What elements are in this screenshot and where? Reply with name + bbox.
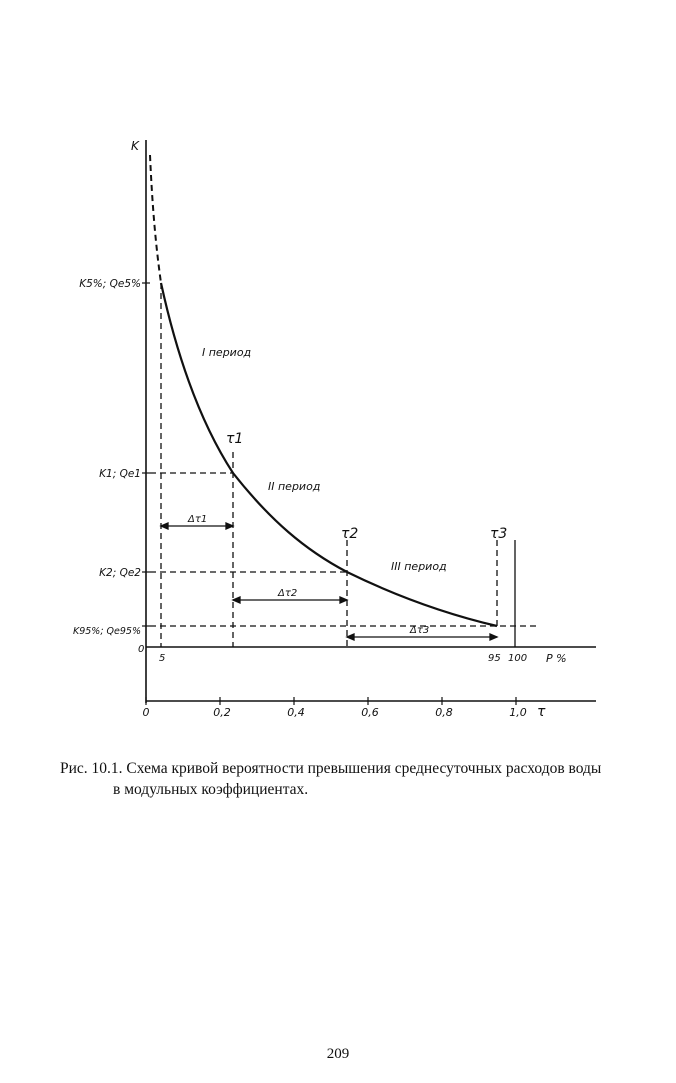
page-number: 209 [326, 1046, 350, 1062]
k-level-label: K1; Qe1 [99, 468, 141, 480]
p-tick-label: 95 [488, 653, 501, 664]
figure-caption [60, 758, 660, 800]
caption-line2: в модульных коэффициентах. [113, 781, 309, 798]
interval-arrows [161, 523, 497, 640]
interval-label: Δτ2 [278, 588, 298, 599]
interval-label: Δτ1 [188, 514, 208, 525]
p-tick-label: 100 [508, 653, 528, 664]
tau-point-label: τ2 [341, 526, 359, 542]
origin-label: 0 [138, 644, 145, 655]
tau-point-label: τ1 [226, 431, 244, 447]
tau-tick-label: 0,8 [435, 706, 453, 719]
period-label: II период [268, 480, 321, 493]
tau-tick-label: 0,4 [287, 706, 305, 719]
tau-tick-label: 0,6 [361, 706, 379, 719]
tau-tick-label: 1,0 [509, 706, 527, 719]
k-axis-label: K [131, 139, 139, 153]
interval-label: Δτ3 [410, 625, 430, 636]
curve-dashed-extension [150, 155, 161, 283]
exceedance-curve [161, 283, 497, 626]
level-dashed-lines [150, 473, 540, 626]
caption-number: Рис. 10.1. [60, 760, 123, 777]
tau-axis-label: τ [537, 704, 546, 720]
vertical-dashed-lines [161, 283, 497, 647]
tau-point-label: τ3 [490, 526, 508, 542]
period-label: III период [391, 560, 447, 573]
tau-tick-label: 0,2 [213, 706, 231, 719]
tau-tick-label: 0 [142, 706, 150, 719]
p-axis-label: P % [546, 652, 567, 665]
k-level-label: K95%; Qe95% [72, 626, 141, 637]
period-label: I период [202, 346, 252, 359]
k-level-label: K5%; Qe5% [79, 278, 141, 290]
p-tick-label: 5 [159, 653, 166, 664]
caption-line1: Схема кривой вероятности превышения среднесуточных расходов воды [126, 760, 602, 777]
k-level-label: K2; Qe2 [99, 567, 141, 579]
